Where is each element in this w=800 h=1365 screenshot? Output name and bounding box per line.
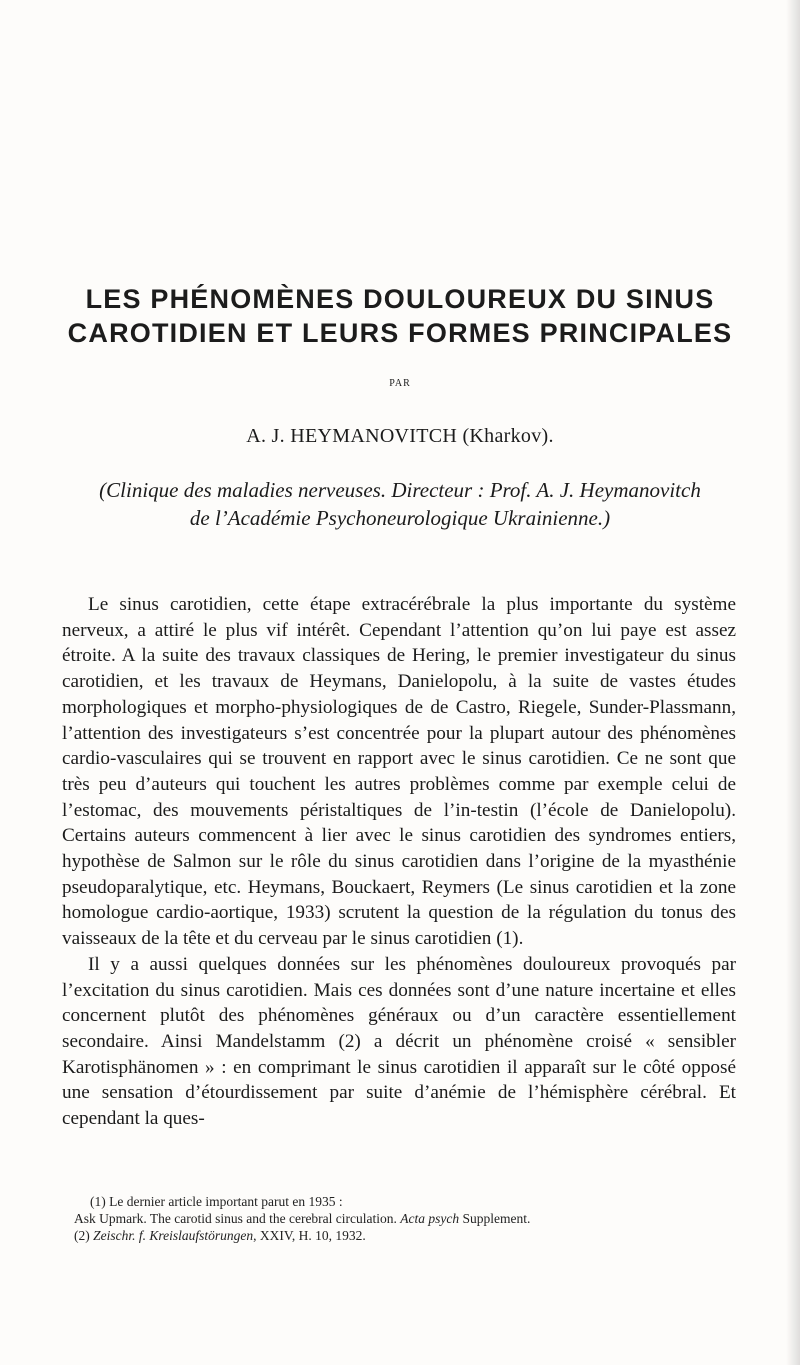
footnote-1-line-2 [74, 1210, 742, 1227]
footnote-2-rest: , XXIV, H. 10, 1932. [253, 1228, 366, 1243]
affiliation [0, 476, 800, 532]
author-line: A. J. HEYMANOVITCH (Kharkov). [246, 425, 554, 447]
paragraph-1: Le sinus carotidien, cette étape extracérébrale la plus importante du système nerveux, a attiré le plus vif intérêt. Cependant l’attention qu’on lui paye est assez étroite. A la suite des travaux classiques de Hering, le premier investigateur du sinus carotidien, et les travaux de Heymans, Danielopolu, à la suite de vastes études morphologiques et morpho-physiologiques de de Castro, Riegele, Sunder-Plassmann, l’attention des investigateurs s’est concentrée pour la plupart autour des phénomènes cardio-vasculaires qui se trouvent en rapport avec le sinus carotidien. Ce ne sont que très peu d’auteurs qui touchent les autres problèmes comme par exemple celui de l’estomac, des mouvements péristaltiques de l’in-testin (l’école de Danielopolu). Certains auteurs commencent à lier avec le sinus carotidien des syndromes entiers, hypothèse de Salmon sur le rôle du sinus carotidien dans l’origine de la myasthénie pseudoparalytique, etc. Heymans, Bouckaert, Reymers (Le sinus carotidien et la zone homologue cardio-aortique, 1933) scrutent la question de la régulation du tonus des vaisseaux de la tête et du cerveau par le sinus carotidien (1). [62, 594, 736, 950]
paragraph-2: Il y a aussi quelques données sur les phénomènes douloureux provoqués par l’excitation du sinus carotidien. Mais ces données sont d’une nature incertaine et elles concernent plutôt des phénomènes généraux ou d’un caractère essentiellement secondaire. Ainsi Mandelstamm (2) a décrit un phénomène croisé « sensibler Karotisphänomen » : en comprimant le sinus carotidien il apparaît sur le côté opposé une sensation d’étourdissement par suite d’anémie de l’hémisphère cérébral. Et cependant la ques- [62, 953, 736, 1130]
footnote-1-suffix: Supplement. [459, 1211, 531, 1226]
article-title [0, 282, 800, 350]
title-line-1: LES PHÉNOMÈNES DOULOUREUX DU SINUS [85, 284, 715, 314]
footnote-1-line-1: (1) Le dernier article important parut en 1935 : [90, 1194, 343, 1209]
affiliation-line-1: (Clinique des maladies nerveuses. Directeur : Prof. A. J. Heymanovitch [99, 478, 701, 502]
footnote-1-text: Ask Upmark. The carotid sinus and the cerebral circulation. [74, 1211, 401, 1226]
byline-par: PAR [389, 378, 411, 389]
footnote-2 [74, 1227, 742, 1244]
page-edge-shadow [786, 0, 800, 1365]
footnote-1-journal: Acta psych [400, 1211, 460, 1226]
article-body [62, 592, 736, 1132]
affiliation-line-2: de l’Académie Psychoneurologique Ukrainienne.) [189, 506, 611, 530]
footnote-2-journal: Zeischr. f. Kreislaufstörungen [93, 1228, 254, 1243]
title-line-2: CAROTIDIEN ET LEURS FORMES PRINCIPALES [67, 318, 733, 348]
footnote-2-prefix: (2) [74, 1228, 94, 1243]
footnotes [74, 1193, 742, 1244]
